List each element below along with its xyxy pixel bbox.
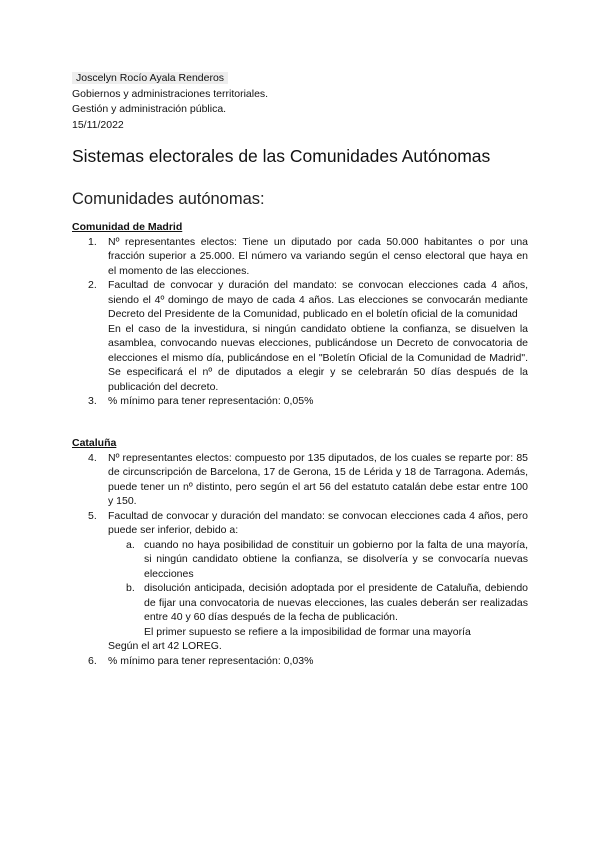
list-item — [72, 451, 528, 509]
item-text: % mínimo para tener representación: 0,05% — [108, 395, 314, 407]
document-header — [72, 71, 268, 133]
item-text: Nº representantes electos: compuesto por 135 diputados, de los cuales se reparte por: 85 de circunscripción de Barcelona, 17 de Gerona, 15 de Lérida y 18 de Tarragona. Además, puede tener un nº distinto, pero según el art 56 del estatuto catalán debe estar entre 100 y 150. — [108, 451, 528, 507]
section-heading: Cataluña — [72, 437, 117, 449]
item-text: Facultad de convocar y duración del mandato: se convocan elecciones cada 4 años, pero puede ser inferior, debido a: — [108, 509, 528, 536]
degree-line: Gestión y administración pública. — [72, 103, 227, 115]
list-item — [72, 654, 528, 669]
document-title: Sistemas electorales de las Comunidades Autónomas — [72, 146, 491, 166]
item-tail-note: Según el art 42 LOREG. — [108, 640, 222, 652]
item-number: 4. — [88, 451, 97, 464]
cataluna-list — [72, 451, 528, 669]
list-item — [72, 509, 528, 654]
madrid-list — [72, 235, 528, 409]
author-line — [72, 71, 268, 87]
sub-list-item — [126, 581, 528, 639]
section-madrid — [72, 220, 528, 409]
item-extra-text: En el caso de la investidura, si ningún candidato obtiene la confianza, se disuelven la asamblea, convocando nuevas elecciones, publicándose un Decreto de convocatoria de elecciones el mismo día, publicándose en el "Boletín Oficial de la Comunidad de Madrid". Se especificará el nº de diputados a elegir y se celebrarán 50 días después de la publicación del decreto. — [108, 322, 528, 393]
item-text: Facultad de convocar y duración del mandato: se convocan elecciones cada 4 años, siendo el 4º domingo de mayo de cada 4 años. Las elecciones se convocarán mediante Decreto del Presidente de la Comunidad, publicado en el boletín oficial de la comunidad — [108, 279, 528, 320]
section-cataluna — [72, 436, 528, 668]
date-line: 15/11/2022 — [72, 118, 124, 131]
document-subtitle: Comunidades autónomas: — [72, 190, 265, 208]
sub-item-text: cuando no haya posibilidad de constituir un gobierno por la falta de una mayoría, si ningún candidato obtiene la confianza, se disolvería y se convocaría nuevas elecciones — [144, 538, 528, 580]
item-text: Nº representantes electos: Tiene un diputado por cada 50.000 habitantes o por una fracción superior a 25.000. El número va variando según el censo electoral que haya en el momento de las elecciones. — [108, 235, 528, 277]
item-number: 5. — [88, 509, 97, 522]
sub-item-letter: a. — [126, 538, 135, 551]
course-line: Gobiernos y administraciones territoriales. — [72, 87, 269, 100]
list-item — [72, 278, 528, 394]
item-number: 1. — [88, 235, 97, 248]
sub-item-text: disolución anticipada, decisión adoptada por el presidente de Cataluña, debiendo de fijar una convocatoria de nuevas elecciones, las cuales deberán ser realizadas entre 40 y 60 días después de la fecha de publicación. — [144, 582, 528, 623]
section-heading: Comunidad de Madrid — [72, 221, 183, 233]
sub-item-letter: b. — [126, 582, 135, 594]
list-item — [72, 394, 528, 409]
item-number: 3. — [88, 395, 97, 407]
item-number: 6. — [88, 654, 97, 667]
sub-list — [108, 538, 528, 640]
sub-item-extra-text: El primer supuesto se refiere a la imposibilidad de formar una mayoría — [144, 625, 471, 638]
item-number: 2. — [88, 279, 97, 291]
list-item — [72, 235, 528, 279]
item-text: % mínimo para tener representación: 0,03% — [108, 654, 314, 667]
sub-list-item — [126, 538, 528, 582]
author-name: Joscelyn Rocío Ayala Renderos — [72, 72, 228, 84]
